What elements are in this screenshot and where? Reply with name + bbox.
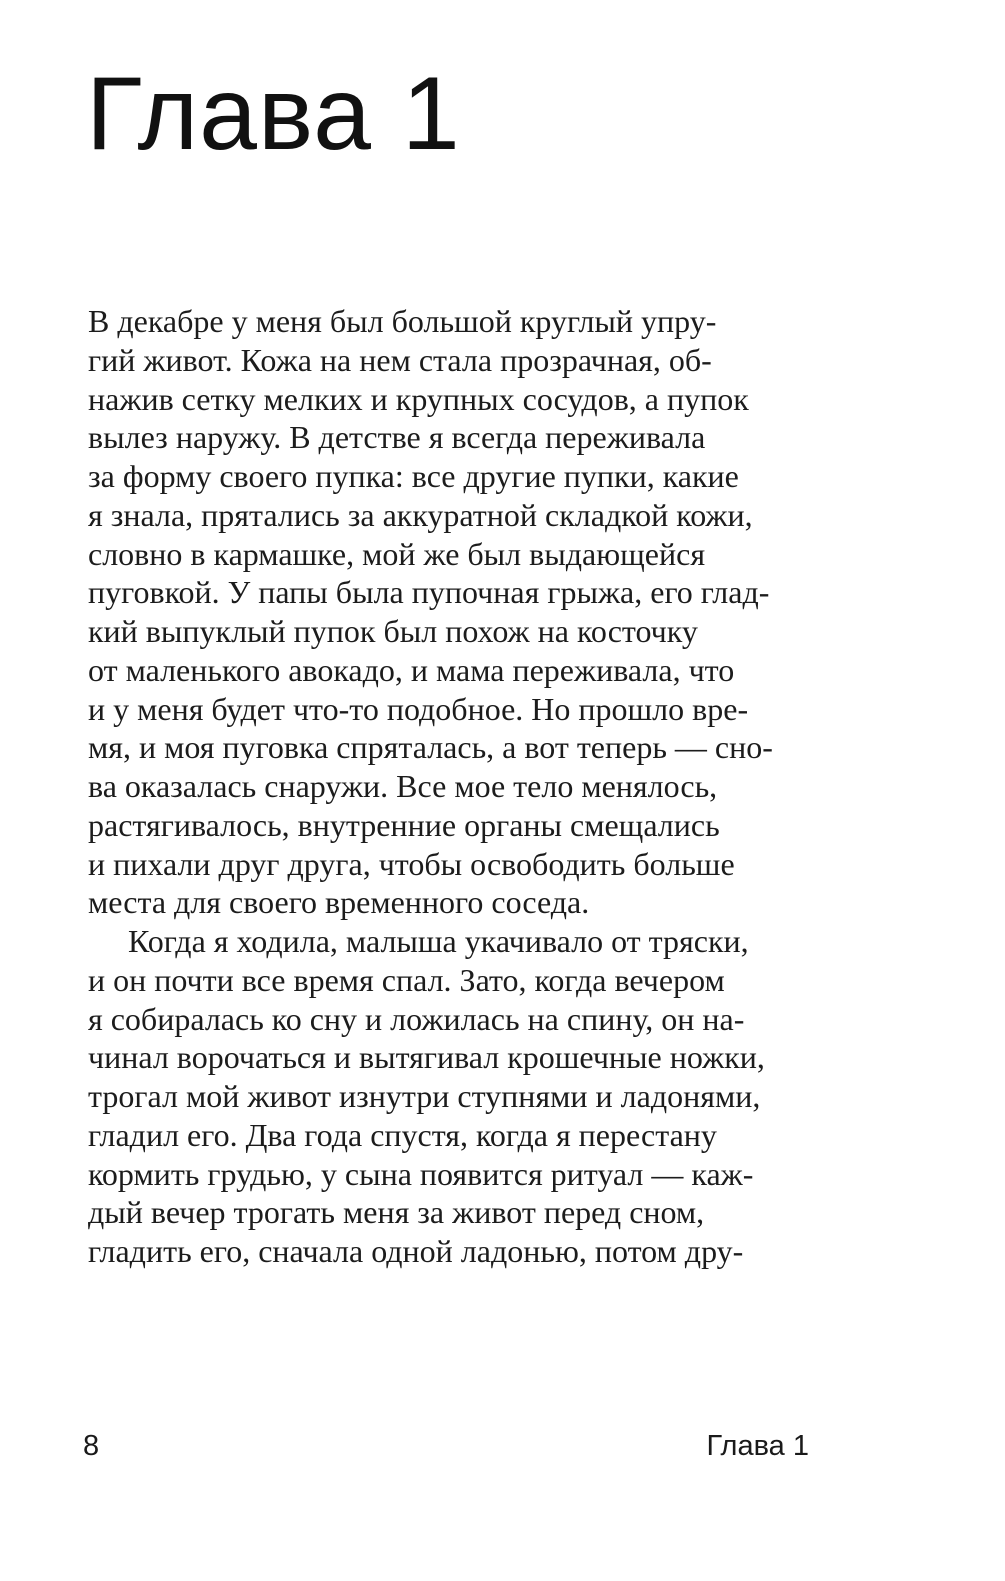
text-line: и он почти все время спал. Зато, когда вечером [88,961,725,998]
text-line: кормить грудью, у сына появится ритуал — каж- [88,1155,754,1192]
page-number: 8 [83,1430,100,1462]
text-line: и у меня будет что-то подобное. Но прошло вре- [88,690,749,727]
text-line: нажив сетку мелких и крупных сосудов, а пупок [88,380,749,417]
text-line: мя, и моя пуговка спряталась, а вот теперь — сно- [88,729,773,766]
text-line: словно в кармашке, мой же был выдающейся [88,535,706,572]
text-line: и пихали друг друга, чтобы освободить больше [88,845,735,882]
text-line: места для своего временного соседа. [88,884,590,921]
text-line: гий живот. Кожа на нем стала прозрачная, об- [88,341,712,378]
text-line: пуговкой. У папы была пупочная грыжа, его глад- [88,574,770,611]
text-line: от маленького авокадо, и мама переживала, что [88,651,735,688]
text-line: гладил его. Два года спустя, когда я перестану [88,1116,717,1153]
paragraph-first-line: Когда я ходила, малыша укачивало от тряски, [128,923,749,959]
text-line: вылез наружу. В детстве я всегда переживала [88,419,706,456]
text-line: гладить его, сначала одной ладонью, потом дру- [88,1233,744,1269]
text-line: растягивалось, внутренние органы смещались [88,806,720,843]
text-line: В декабре у меня был большой круглый упру- [88,303,717,339]
body-text [88,302,818,1271]
text-line: чинал ворочаться и вытягивал крошечные ножки, [88,1039,765,1076]
running-title: Глава 1 [706,1430,809,1462]
text-line: за форму своего пупка: все другие пупки, какие [88,458,739,494]
chapter-title: Глава 1 [86,56,461,172]
text-line: дый вечер трогать меня за живот перед сном, [88,1194,705,1231]
text-line: трогал мой живот изнутри ступнями и ладонями, [88,1078,761,1114]
text-line: ва оказалась снаружи. Все мое тело менялось, [88,768,718,804]
text-line: я знала, прятались за аккуратной складкой кожи, [88,496,753,533]
text-line: я собиралась ко сну и ложилась на спину, он на- [88,1000,745,1037]
text-line: кий выпуклый пупок был похож на косточку [88,613,698,649]
